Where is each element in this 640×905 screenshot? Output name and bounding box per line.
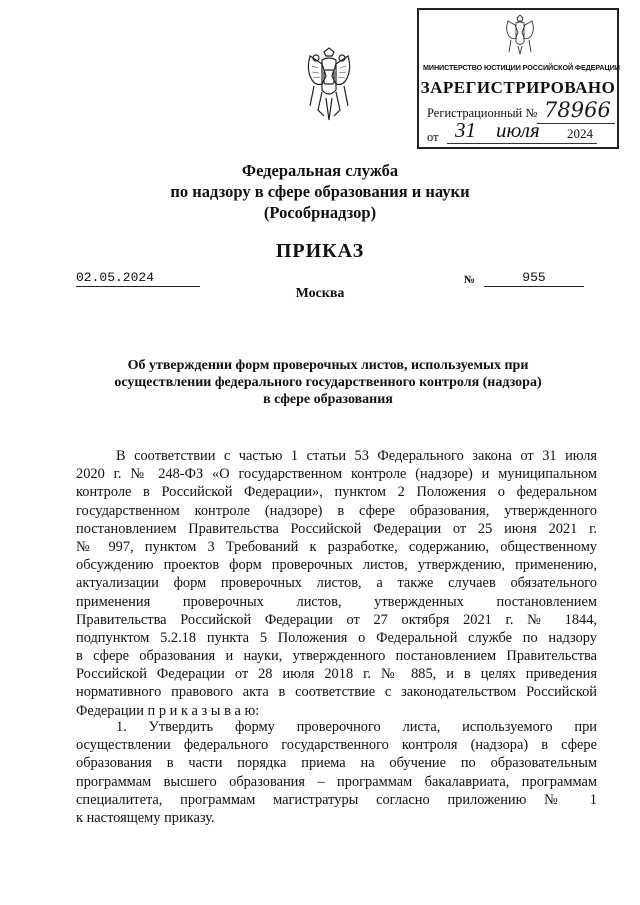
- text-line: Правительства Российской Федерации от 27 октября 2021 г. № 1844,: [76, 611, 597, 628]
- text-line: подпунктом 5.2.18 пункта 5 Положения о Федеральной службе по надзору: [76, 629, 597, 646]
- subject-line: осуществлении федерального государственного контроля (надзора): [114, 375, 542, 390]
- text-line: программам высшего образования – программам бакалавриата, программам: [76, 773, 597, 790]
- text-line: Федерации п р и к а з ы в а ю:: [76, 702, 260, 719]
- city: Москва: [295, 286, 345, 301]
- order-subject: [76, 357, 580, 408]
- text-line: Российской Федерации от 28 июля 2018 г. № 885, и в целях приведения: [76, 666, 597, 683]
- stamp-date-month: июля: [496, 118, 540, 142]
- text-line: актуализации форм проверочных листов, а также случаев обязательного: [76, 575, 597, 592]
- text-line: контроле в Российской Федерации», пунктом 2 Положения о федеральном: [76, 484, 597, 501]
- agency-line: (Рособрнадзор): [263, 203, 377, 222]
- registration-stamp: [417, 8, 619, 149]
- subject-line: в сфере образования: [263, 392, 393, 407]
- text-line: применения проверочных листов, утвержденных постановлением: [76, 593, 597, 610]
- stamp-reg-number-value: 78966: [544, 98, 611, 122]
- stamp-number-underline: [537, 123, 615, 124]
- agency-line: Федеральная служба: [241, 161, 399, 180]
- text-line: В соответствии с частью 1 статьи 53 Федерального закона от 31 июля: [116, 448, 597, 464]
- stamp-ministry-name: МИНИСТЕРСТВО ЮСТИЦИИ РОССИЙСКОЙ ФЕДЕРАЦИИ: [423, 63, 620, 72]
- stamp-date-day: 31: [455, 118, 476, 142]
- text-line: к настоящему приказу.: [76, 809, 215, 826]
- order-date: 02.05.2024: [76, 270, 200, 287]
- text-line: 2020 г. № 248-ФЗ «О государственном контроле (надзоре) и муниципальном: [76, 466, 597, 483]
- text-line: 1. Утвердить форму проверочного листа, используемого при: [116, 719, 597, 735]
- text-line: № 997, пунктом 3 Требований к разработке, содержанию, общественному: [76, 538, 597, 555]
- text-line: нормативного правового акта в соответствие с законодательством Российской: [76, 684, 597, 701]
- text-line: государственном контроле (надзоре) в сфере образования, утвержденного: [76, 502, 597, 519]
- number-sign: №: [464, 274, 476, 286]
- subject-line: Об утверждении форм проверочных листов, используемых при: [127, 358, 529, 373]
- agency-heading: [140, 160, 500, 223]
- stamp-emblem-icon: [503, 14, 537, 56]
- stamp-date-year: 2024: [567, 126, 593, 141]
- text-line: образования в части порядка приема на обучение по образовательным: [76, 755, 597, 772]
- stamp-reg-number-label: Регистрационный №: [427, 106, 538, 120]
- text-line: постановлением Правительства Российской Федерации от 25 июня 2021 г.: [76, 520, 597, 537]
- document-type-title: ПРИКАЗ: [275, 240, 365, 262]
- stamp-date-underline: [447, 143, 597, 144]
- stamp-registered-label: ЗАРЕГИСТРИРОВАНО: [420, 78, 616, 97]
- agency-line: по надзору в сфере образования и науки: [170, 182, 470, 201]
- coat-of-arms-emblem: [302, 46, 356, 126]
- stamp-date-label: от: [427, 130, 439, 144]
- text-line: специалитета, программам магистратуры согласно приложению № 1: [76, 791, 597, 808]
- text-line: осуществлении федерального государственного контроля (надзора) в сфере: [76, 737, 597, 754]
- text-line: в сфере образования и науки, утвержденного постановлением Правительства: [76, 648, 597, 665]
- order-number: 955: [484, 270, 584, 287]
- text-line: обсуждению проектов форм проверочных листов, утверждению, применению,: [76, 557, 597, 574]
- preamble-paragraph: [76, 447, 597, 720]
- item-1-paragraph: [76, 718, 597, 827]
